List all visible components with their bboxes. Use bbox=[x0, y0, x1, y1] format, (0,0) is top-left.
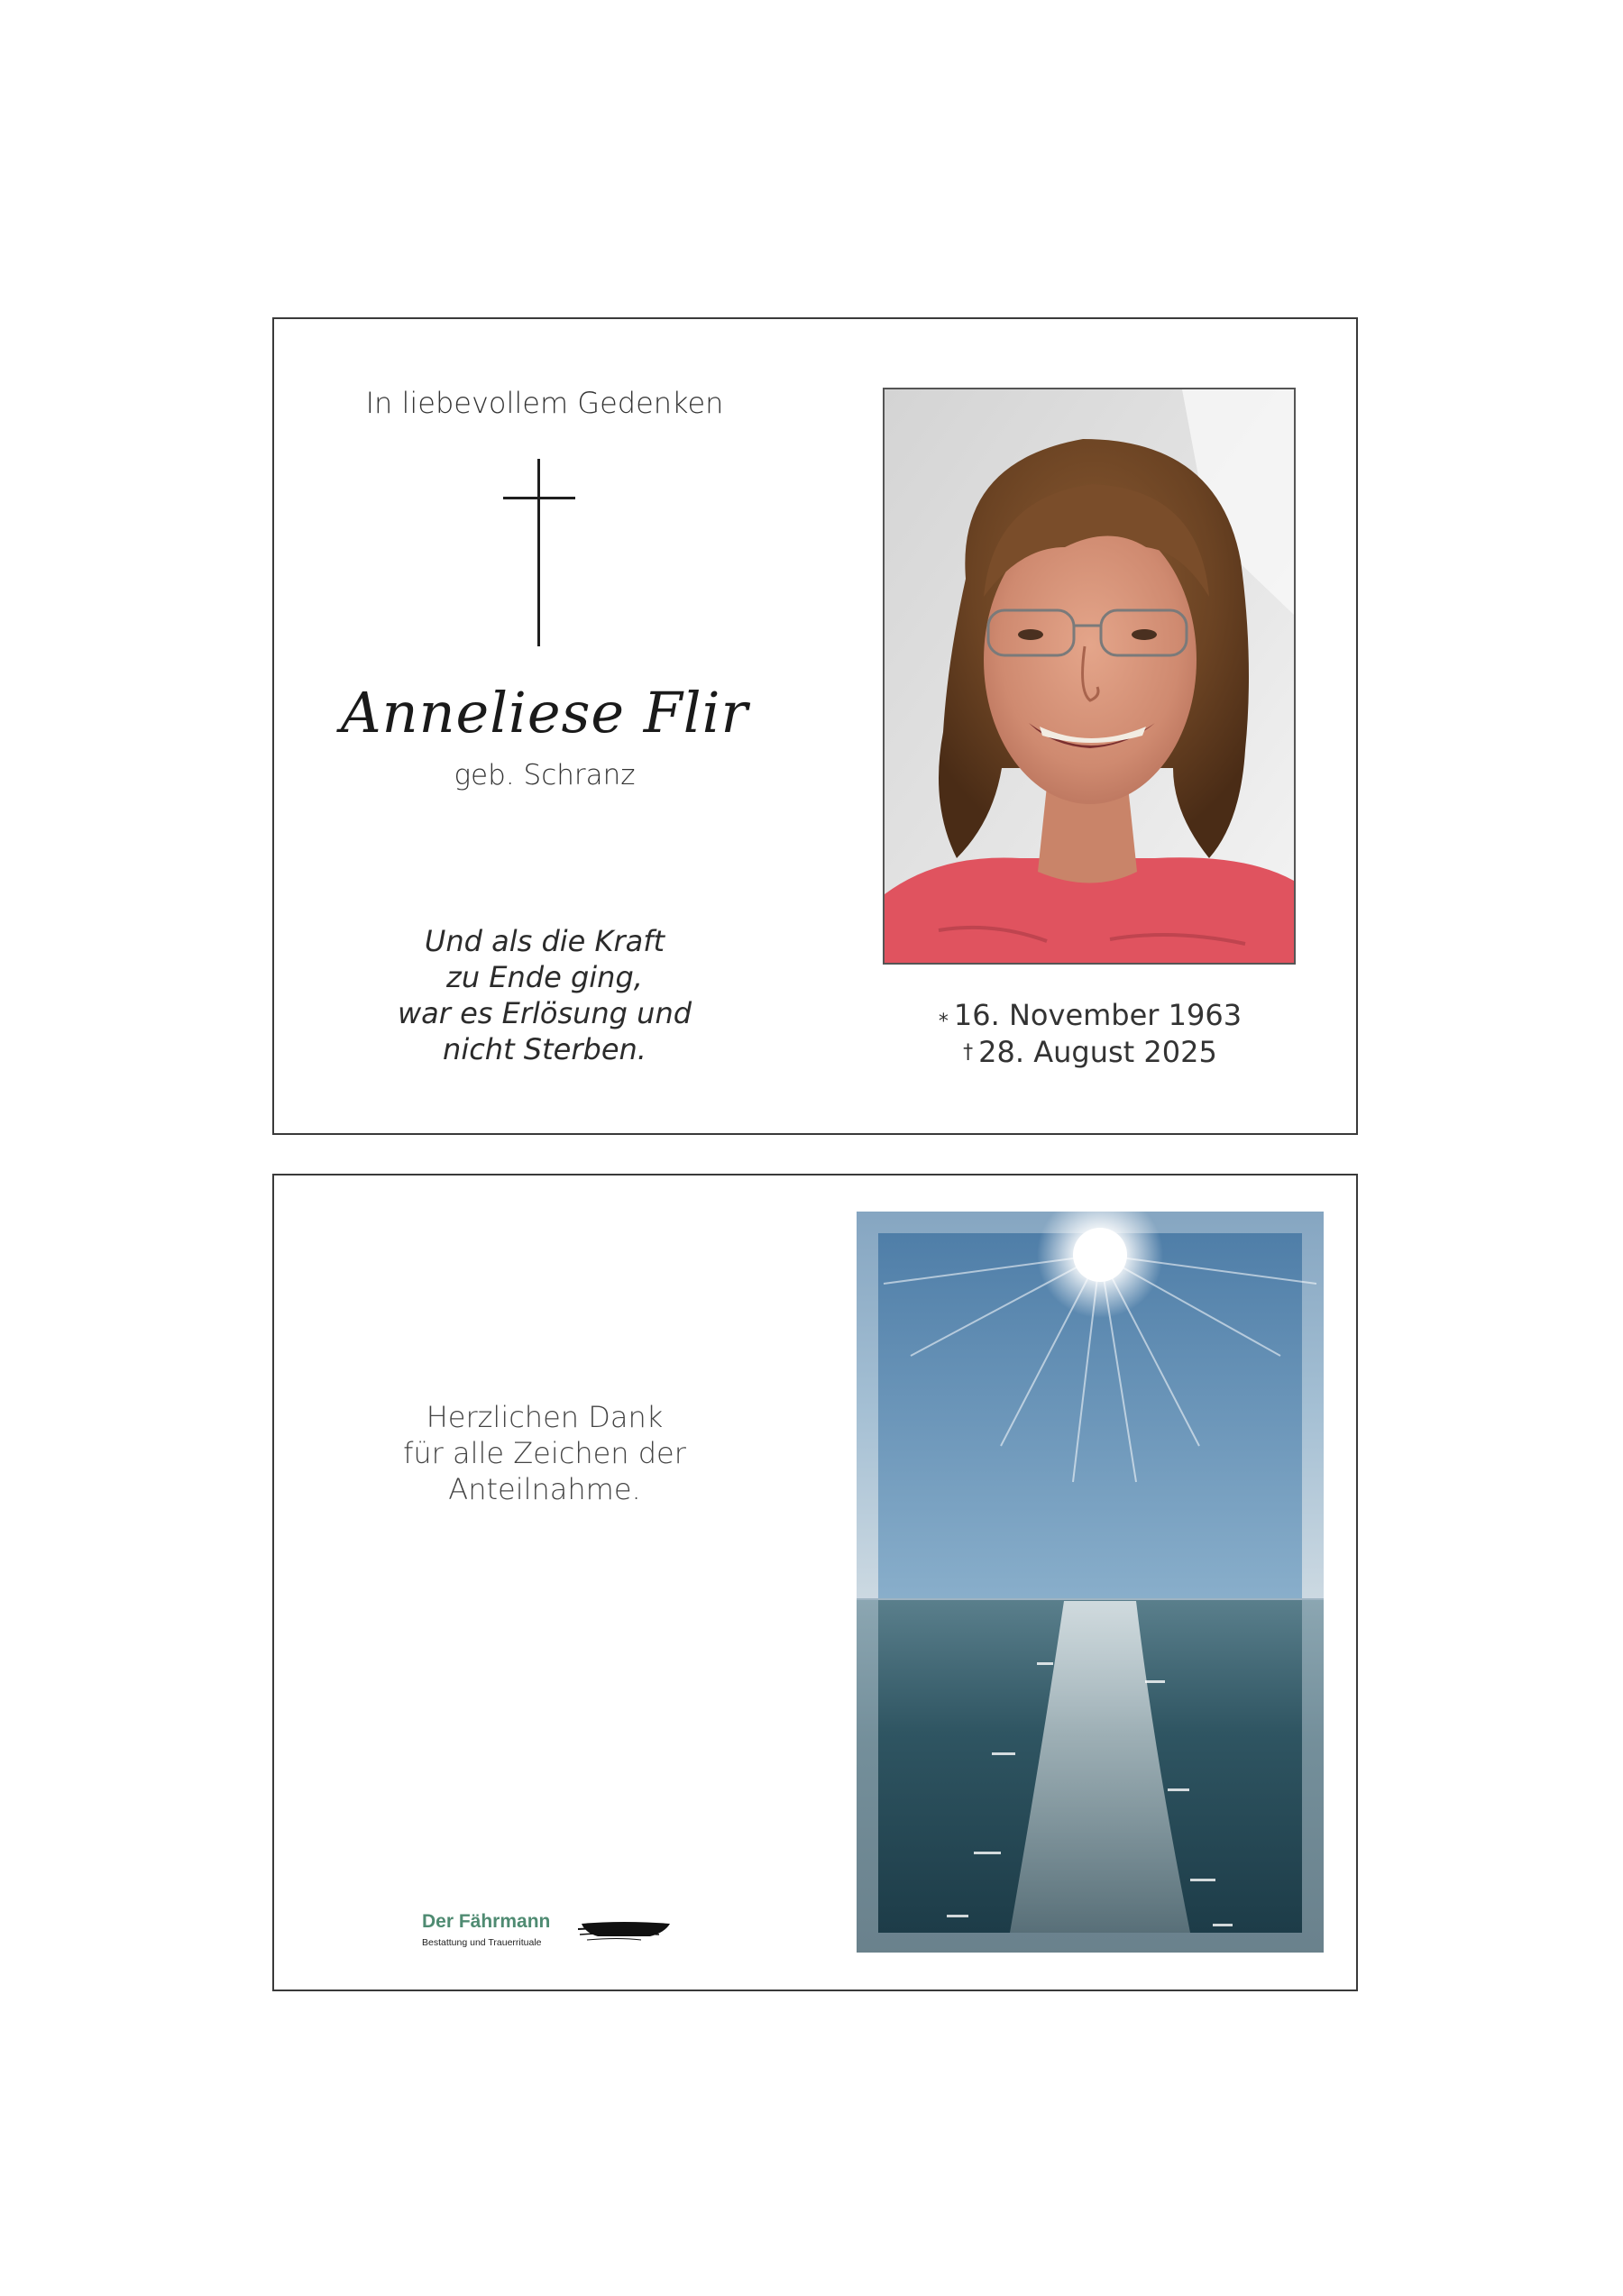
memorial-heading: In liebevollem Gedenken bbox=[365, 386, 724, 420]
poem-line: Und als die Kraft bbox=[424, 924, 665, 958]
portrait-photo bbox=[883, 388, 1296, 965]
logo-name: Der Fährmann bbox=[422, 1911, 551, 1932]
poem-line: nicht Sterben. bbox=[443, 1032, 646, 1066]
death-date: 28. August 2025 bbox=[978, 1035, 1217, 1069]
thanks-message bbox=[337, 1399, 752, 1507]
poem-line: zu Ende ging, bbox=[446, 960, 643, 994]
birth-date: 16. November 1963 bbox=[953, 998, 1242, 1032]
logo-tagline: Bestattung und Trauerrituale bbox=[422, 1937, 542, 1948]
birth-name: geb. Schranz bbox=[454, 759, 636, 791]
memorial-poem bbox=[337, 923, 752, 1067]
funeral-home-logo bbox=[422, 1911, 692, 1956]
thanks-line: Anteilnahme. bbox=[448, 1472, 641, 1506]
sun-over-sea-photo bbox=[857, 1212, 1324, 1953]
death-cross-icon: † bbox=[963, 1041, 974, 1064]
cross-icon bbox=[503, 459, 575, 648]
thanks-line: Herzlichen Dank bbox=[426, 1400, 664, 1434]
birth-star-icon: ⁎ bbox=[938, 1004, 949, 1027]
thanks-line: für alle Zeichen der bbox=[403, 1436, 686, 1470]
memorial-card-front bbox=[272, 317, 1358, 1135]
memorial-card-back bbox=[272, 1174, 1358, 1991]
life-dates bbox=[865, 997, 1316, 1071]
boat-brush-icon bbox=[578, 1916, 673, 1944]
deceased-name: Anneliese Flir bbox=[340, 680, 749, 746]
poem-line: war es Erlösung und bbox=[397, 996, 692, 1030]
